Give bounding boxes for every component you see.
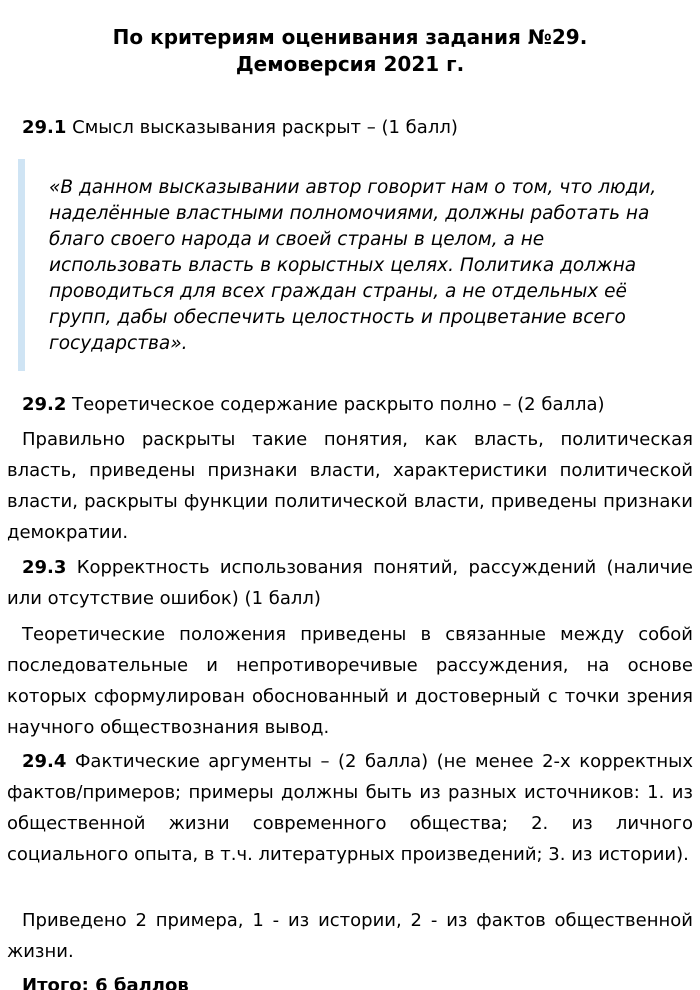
criterion-number: 29.2 xyxy=(22,394,67,415)
total-score: Итого: 6 баллов xyxy=(22,975,189,990)
criterion-text: Смысл высказывания раскрыт – (1 балл) xyxy=(72,117,458,138)
answer-quote-block xyxy=(18,159,678,371)
criterion-text: Теоретическое содержание раскрыто полно – (2 балла) xyxy=(72,394,605,415)
criterion-number: 29.3 xyxy=(22,557,67,578)
criterion-number: 29.1 xyxy=(22,117,67,138)
criterion-29-3-paragraph xyxy=(7,552,693,614)
criterion-29-2-answer: Правильно раскрыты такие понятия, как власть, политическая власть, приведены признаки власти, характеристики политической власти, раскрыты функции политической власти, приведены признаки демократии. xyxy=(7,429,693,543)
criterion-text: Корректность использования понятий, рассуждений (наличие или отсутствие ошибок) (1 балл) xyxy=(7,557,693,609)
criterion-29-4-paragraph xyxy=(7,746,693,870)
title-line-1: По критериям оценивания задания №29. xyxy=(112,25,588,49)
title-line-2: Демоверсия 2021 г. xyxy=(235,52,465,76)
criterion-text: Фактические аргументы – (2 балла) (не менее 2-х корректных фактов/примеров; примеры должны быть из разных источников: 1. из общественной жизни современного общества; 2. из личного социального опыта, в т.ч. литературных произведений; 3. из истории). xyxy=(7,751,693,865)
criterion-29-2-heading xyxy=(22,394,605,416)
criterion-29-4-answer: Приведено 2 примера, 1 - из истории, 2 - из фактов общественной жизни. xyxy=(7,910,693,962)
criterion-29-3-answer: Теоретические положения приведены в связанные между собой последовательные и непротиворечивые рассуждения, на основе которых сформулирован обоснованный и достоверный с точки зрения научного обществознания вывод. xyxy=(7,624,693,738)
criterion-29-1-heading xyxy=(22,117,458,139)
criterion-number: 29.4 xyxy=(22,751,67,772)
page-title xyxy=(0,24,700,78)
quote-text: «В данном высказывании автор говорит нам о том, что люди, наделённые властными полномочиями, должны работать на благо своего народа и своей страны в целом, а не использовать власть в корыстных целях. Политика должна проводиться для всех граждан страны, а не отдельных её групп, дабы обеспечить целостность и процветание всего государства». xyxy=(49,177,657,354)
